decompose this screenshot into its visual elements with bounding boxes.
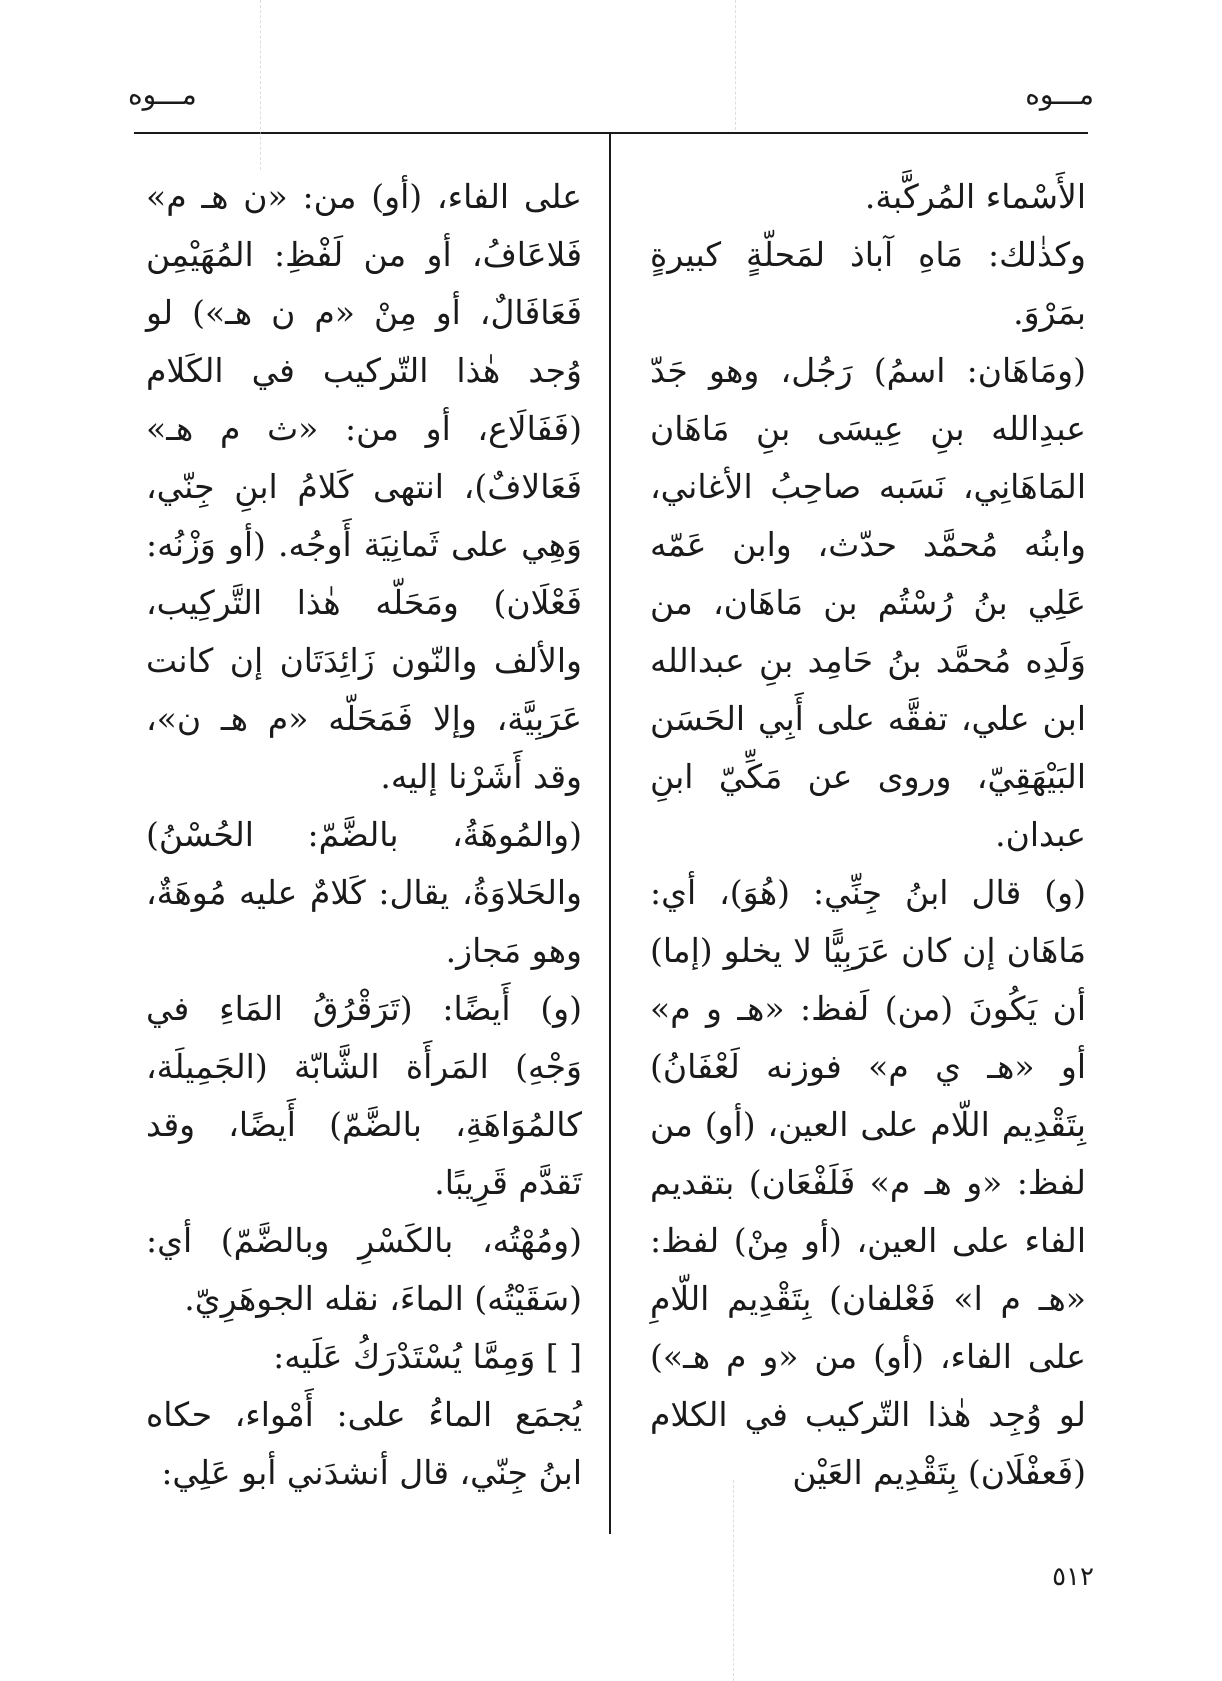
scan-fold-line <box>733 1480 734 1681</box>
paragraph: وكذٰلك: مَاهِ آباذ لمَحلّةٍ كبيرةٍ بمَرْوَ. <box>650 235 1086 332</box>
header-rule <box>134 132 1088 134</box>
paragraph: (و) أَيضًا: (تَرَقْرُقُ المَاءِ في وَجْهِ) المَرأَة الشَّابّة (الجَمِيلَة، كالمُوَاهَةِ، بالضَّمّ) أَيضًا، وقد تَقدَّم قَرِيبًا. <box>146 989 582 1202</box>
paragraph: (والمُوهَةُ، بالضَّمّ: الحُسْنُ) والحَلاوَةُ، يقال: كَلامٌ عليه مُوهَةٌ، وهو مَجاز. <box>146 815 582 970</box>
paragraph: الأَسْماء المُركَّبة. <box>864 177 1086 216</box>
paragraph: (و) قال ابنُ جِنِّي: (هُوَ)، أي: مَاهَان إن كان عَرَبِيًّا لا يخلو (إما) أن يَكُونَ (من) لَفظ: «هـ و م» أو «هـ ي م» فوزنه لَعْفَانُ) بِتَقْدِيم اللّام على العين، (أو) من لفظ: «و هـ م» فَلَفْعَان) بتقديم الفاء على العين، (أو مِنْ) لفظ: «هـ م ا» فَعْلفان) بِتَقْدِيم اللّامِ على الفاء، (أو) من «و م هـ») لو وُجِد هٰذا التّركيب في الكلام (فَعفْلَان) بِتَقْدِيم العَيْن <box>650 873 1086 1492</box>
paragraph: (ومَاهَان: اسمُ) رَجُل، وهو جَدّ عبدِالله بنِ عِيسَى بنِ مَاهَان المَاهَانِي، نَسَبه صاحِبُ الأغاني، وابنُه مُحمَّد حدّث، وابن عَمّه عَلِي بنُ رُسْتُم بن مَاهَان، من وَلَدِه مُحمَّد بنُ حَامِد بنِ عبدالله ابن علي، تفقَّه على أَبِي الحَسَن البَيْهَقِيّ، وروى عن مَكِّيّ ابنِ عبدان. <box>650 351 1086 854</box>
paragraph: يُجمَع الماءُ على: أَمْواء، حكاه ابنُ جِنّي، قال أنشدَني أبو عَلِي: <box>146 1395 582 1492</box>
paragraph: (ومُهْتُه، بالكَسْرِ وبالضَّمّ) أي: (سَقَيْتُه) الماءَ، نقله الجوهَرِيّ. <box>146 1221 582 1318</box>
page-number: ٥١٢ <box>1052 1562 1094 1592</box>
left-column <box>146 168 582 1502</box>
running-head-left: مـــوه <box>128 78 197 111</box>
right-column <box>650 168 1086 1502</box>
scan-fold-line <box>260 0 261 170</box>
paragraph: [ ] وَمِمَّا يُسْتَدْرَكُ عَلَيه: <box>273 1337 582 1376</box>
running-head-right: مـــوه <box>1025 78 1094 111</box>
column-divider <box>609 134 611 1534</box>
scan-fold-line <box>735 0 736 130</box>
paragraph: على الفاء، (أو) من: «ن هـ م» فَلاعَافُ، أو من لَفْظِ: المُهَيْمِن فَعَافَالٌ، أو مِنْ «م ن هـ») لو وُجد هٰذا التّركيب في الكَلام (فَفَالَاع، أو من: «ث م هـ» فَعَالافٌ)، انتهى كَلامُ ابنِ جِنّي، وَهِي على ثَمانِيَة أَوجُه. (أو وَزْنُه: فَعْلَان) ومَحَلّه هٰذا التَّركِيب، والألف والنّون زَائِدَتَان إن كانت عَرَبِيَّة، وإلا فَمَحَلّه «م هـ ن»، وقد أَشَرْنا إليه. <box>146 177 582 796</box>
